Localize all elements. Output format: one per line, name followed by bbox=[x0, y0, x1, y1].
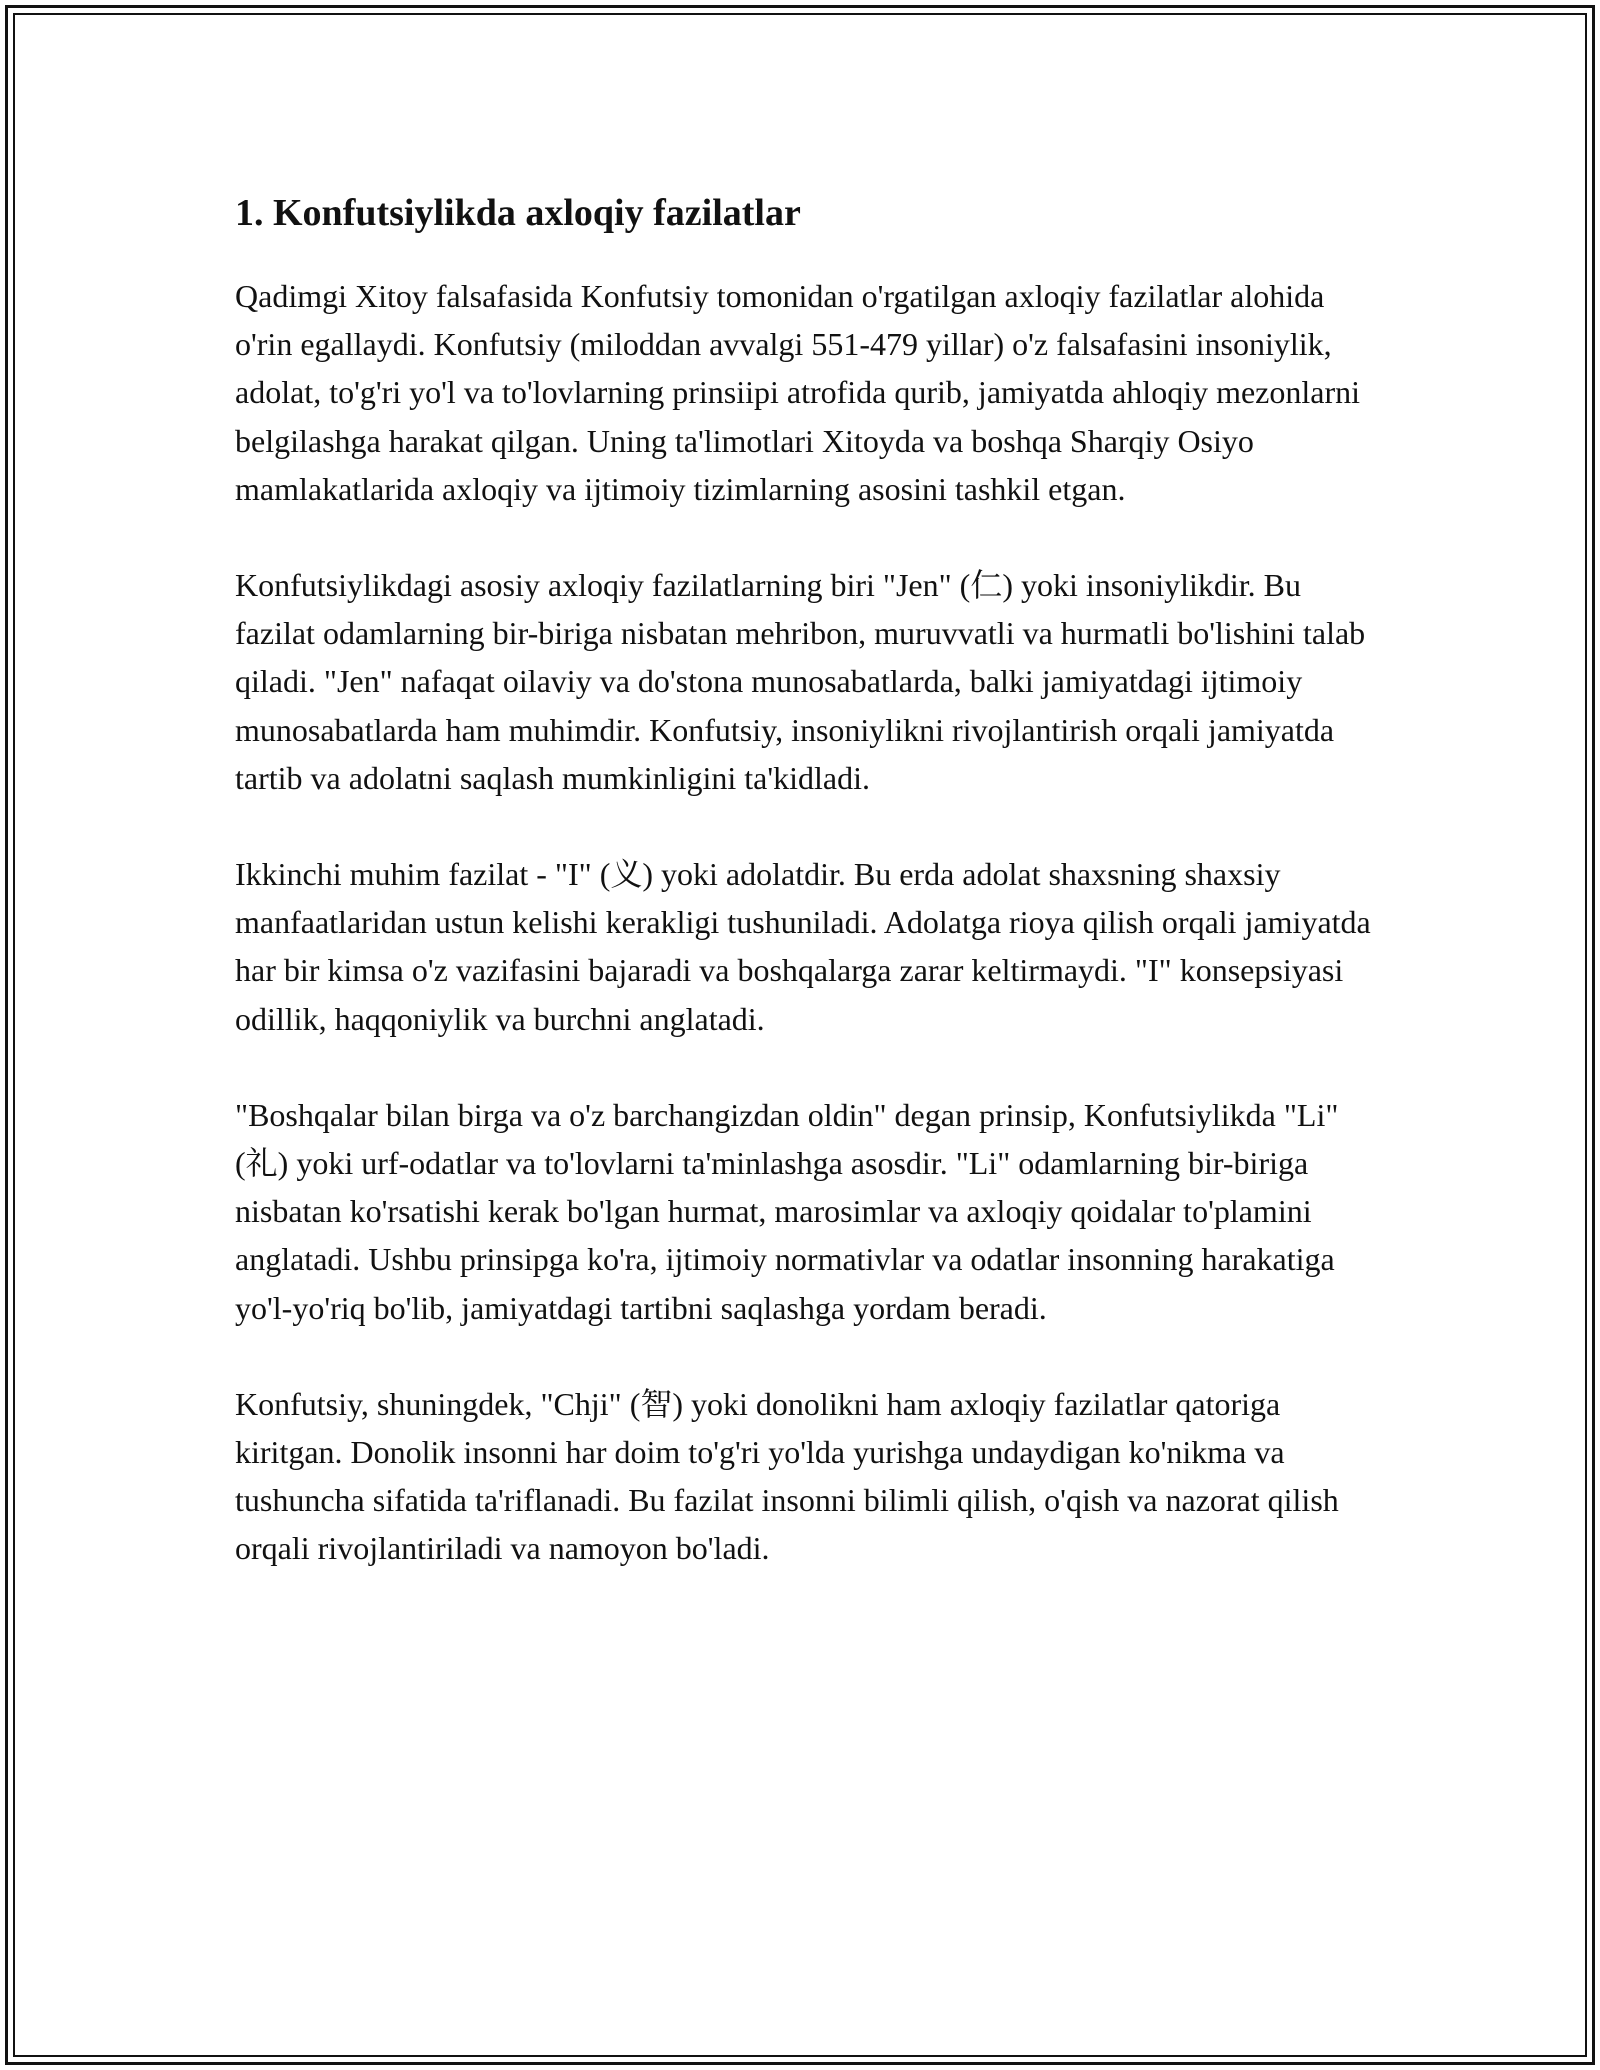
paragraph-li: "Boshqalar bilan birga va o'z barchangizdan oldin" degan prinsip, Konfutsiylikda "Li" (礼) yoki urf-odatlar va to'lovlarni ta'minlashga asosdir. "Li" odamlarning bir-biriga nisbatan ko'rsatishi kerak bo'lgan hurmat, marosimlar va axloqiy qoidalar to'plamini anglatadi. Ushbu prinsipga ko'ra, ijtimoiy normativlar va odatlar insonning harakatiga yo'l-yo'riq bo'lib, jamiyatdagi tartibni saqlashga yordam beradi. bbox=[235, 1096, 1339, 1326]
document-body bbox=[235, 188, 1385, 1621]
paragraph-chji: Konfutsiy, shuningdek, "Chji" (智) yoki donolikni ham axloqiy fazilatlar qatoriga kiritgan. Donolik insonni har doim to'g'ri yo'lda yurishga undaydigan ko'nikma va tushuncha sifatida ta'riflanadi. Bu fazilat insonni bilimli qilish, o'qish va nazorat qilish orqali rivojlantiriladi va namoyon bo'ladi. bbox=[235, 1385, 1339, 1567]
paragraph-i: Ikkinchi muhim fazilat - "I" (义) yoki adolatdir. Bu erda adolat shaxsning shaxsiy manfaatlaridan ustun kelishi kerakligi tushuniladi. Adolatga rioya qilish orqali jamiyatda har bir kimsa o'z vazifasini bajaradi va boshqalarga zarar keltirmaydi. "I" konsepsiyasi odillik, haqqoniylik va burchni anglatadi. bbox=[235, 856, 1371, 1037]
paragraph-intro: Qadimgi Xitoy falsafasida Konfutsiy tomonidan o'rgatilgan axloqiy fazilatlar alohida o'rin egallaydi. Konfutsiy (miloddan avvalgi 551-479 yillar) o'z falsafasini insoniylik, adolat, to'g'ri yo'l va to'lovlarning prinsiipi atrofida qurib, jamiyatda ahloqiy mezonlarni belgilashga harakat qilgan. Uning ta'limotlari Xitoyda va boshqa Sharqiy Osiyo mamlakatlarida axloqiy va ijtimoiy tizimlarning asosini tashkil etgan. bbox=[235, 278, 1361, 507]
paragraph-jen: Konfutsiylikdagi asosiy axloqiy fazilatlarning biri "Jen" (仁) yoki insoniylikdir. Bu fazilat odamlarning bir-biriga nisbatan mehribon, muruvvatli va hurmatli bo'lishini talab qiladi. "Jen" nafaqat oilaviy va do'stona munosabatlarda, balki jamiyatdagi ijtimoiy munosabatlarda ham muhimdir. Konfutsiy, insoniylikni rivojlantirish orqali jamiyatda tartib va adolatni saqlash mumkinligini ta'kidladi. bbox=[235, 567, 1366, 796]
section-heading: 1. Konfutsiylikda axloqiy fazilatlar bbox=[235, 192, 801, 234]
